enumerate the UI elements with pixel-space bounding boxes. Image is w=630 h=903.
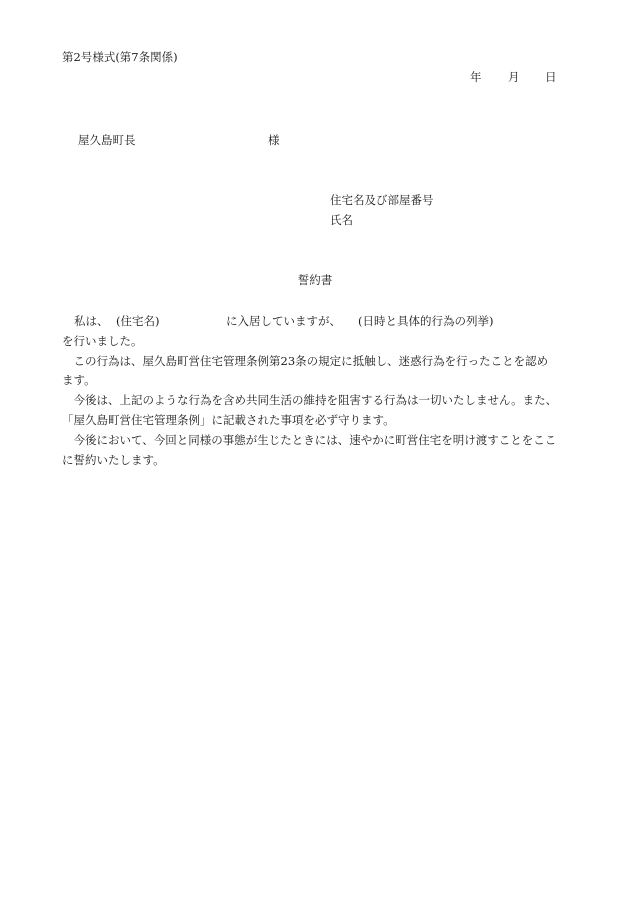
paragraph-3: 今後は、上記のような行為を含め共同生活の維持を阻害する行為は一切いたしません。また、「屋久島町営住宅管理条例」に記載された事項を必ず守ります。 — [62, 393, 558, 427]
addressee-name: 屋久島町長 — [78, 133, 136, 147]
paragraph-1-line-1 — [62, 312, 558, 332]
form-number: 第2号様式(第7条関係) — [62, 50, 178, 64]
paragraph-1-line-2: を行いました。 — [62, 333, 143, 348]
housing-name-placeholder: (住宅名) — [116, 314, 160, 328]
name-label: 氏名 — [330, 213, 353, 227]
paragraph-2: この行為は、屋久島町営住宅管理条例第23条の規定に抵触し、迷惑行為を行ったことを認めます。 — [62, 353, 549, 388]
paragraph-4: 今後において、今回と同様の事態が生じたときには、速やかに町営住宅を明け渡すことをここに誓約いたします。 — [62, 432, 557, 467]
pledge-body — [62, 312, 558, 470]
p1-text-start: 私は、 — [74, 314, 109, 328]
year-label: 年 — [470, 70, 482, 84]
act-description-placeholder: (日時と具体的行為の列挙) — [358, 314, 494, 328]
document-title: 誓約書 — [297, 273, 333, 287]
month-label: 月 — [508, 70, 520, 84]
addressee-honorific: 様 — [268, 133, 280, 147]
address-label: 住宅名及び部屋番号 — [330, 193, 434, 207]
p1-text-middle: に入居していますが、 — [226, 314, 341, 328]
day-label: 日 — [545, 70, 557, 84]
